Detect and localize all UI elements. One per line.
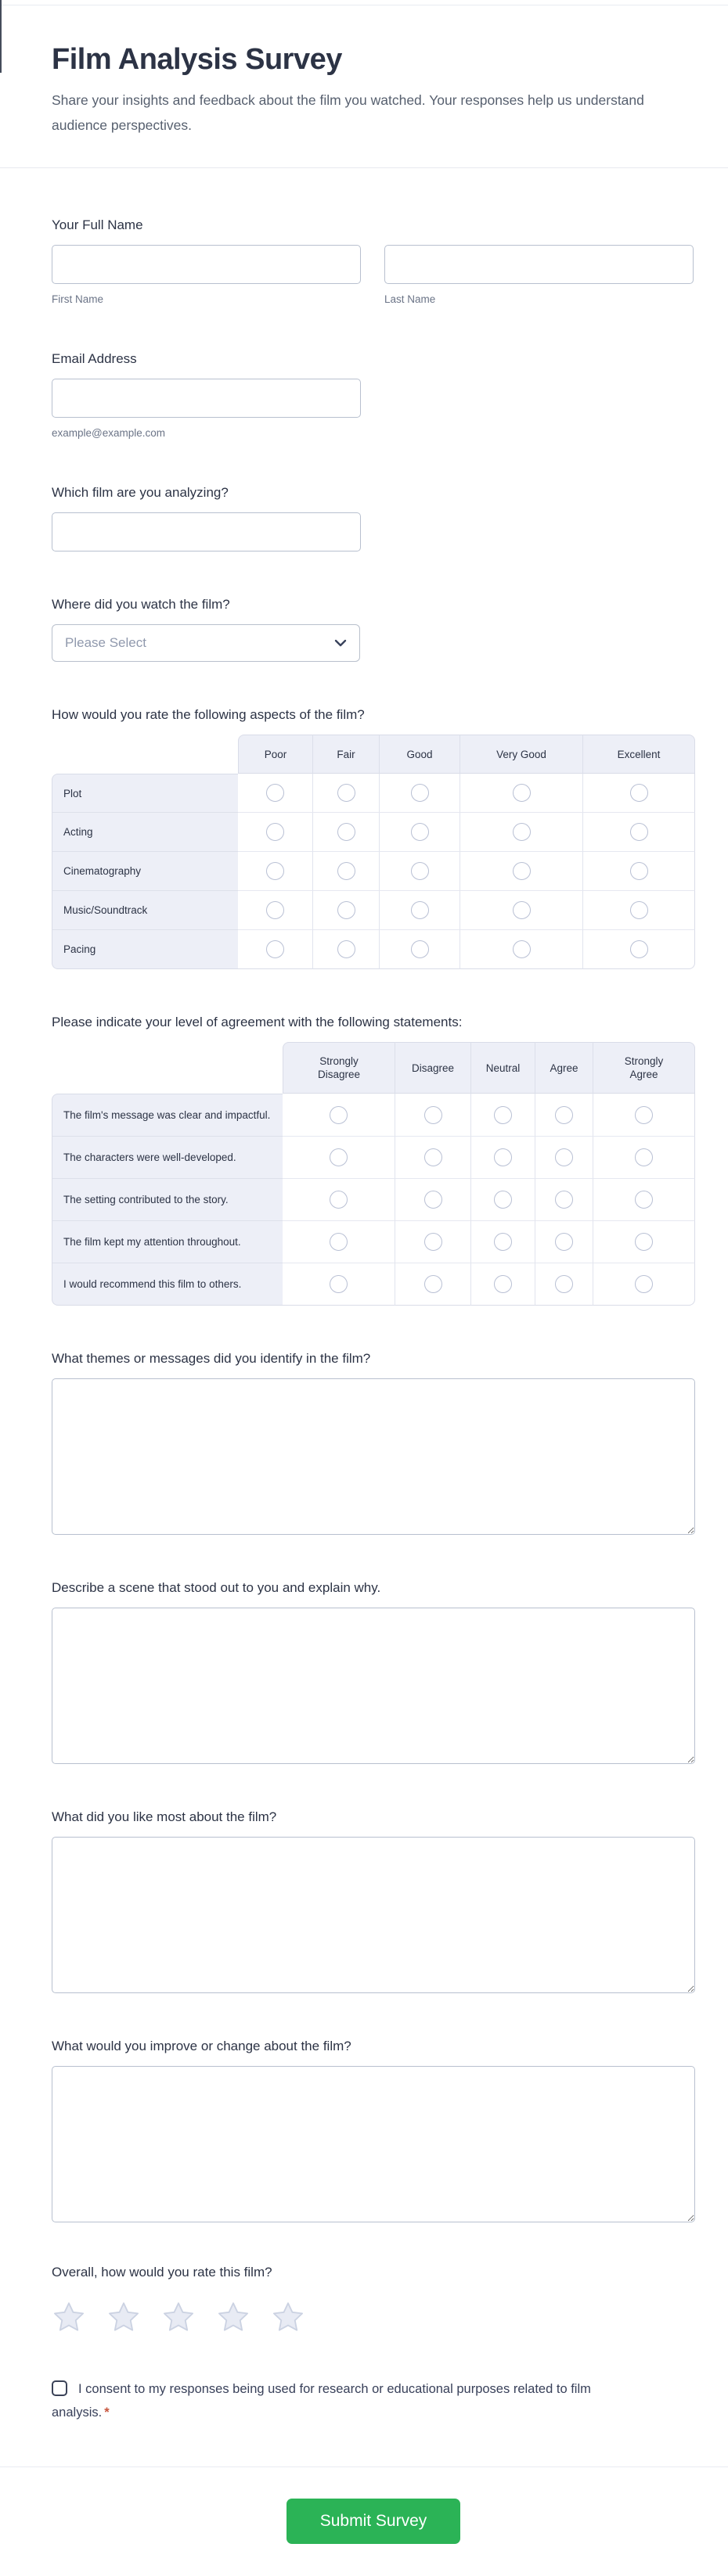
radio-the-film-s-message-was-clear-and-impactful-strongly-disagree[interactable] xyxy=(283,1094,395,1137)
themes-textarea[interactable] xyxy=(52,1378,695,1535)
radio-pacing-poor[interactable] xyxy=(238,930,313,969)
matrix-row-label-plot: Plot xyxy=(52,774,238,813)
radio-the-film-kept-my-attention-throughout-disagree[interactable] xyxy=(395,1221,471,1263)
radio-the-characters-were-well-developed-neutral[interactable] xyxy=(471,1137,535,1179)
question-full-name xyxy=(52,217,695,306)
radio-circle-icon xyxy=(494,1275,512,1293)
radio-cinematography-good[interactable] xyxy=(380,852,460,891)
radio-the-characters-were-well-developed-disagree[interactable] xyxy=(395,1137,471,1179)
radio-circle-icon xyxy=(513,823,531,841)
radio-circle-icon xyxy=(630,784,648,802)
radio-the-film-kept-my-attention-throughout-strongly-disagree[interactable] xyxy=(283,1221,395,1263)
radio-circle-icon xyxy=(494,1106,512,1124)
radio-pacing-very-good[interactable] xyxy=(460,930,583,969)
question-email xyxy=(52,350,695,440)
radio-the-film-kept-my-attention-throughout-agree[interactable] xyxy=(535,1221,593,1263)
matrix-row-label-the-film-s-message-was-clear-and-impactful: The film's message was clear and impactful. xyxy=(52,1094,283,1137)
radio-the-film-s-message-was-clear-and-impactful-agree[interactable] xyxy=(535,1094,593,1137)
film-title-input[interactable] xyxy=(52,512,361,551)
question-overall-rating xyxy=(52,2264,695,2334)
watch-location-label: Where did you watch the film? xyxy=(52,597,230,612)
film-title-label: Which film are you analyzing? xyxy=(52,485,229,500)
radio-the-film-kept-my-attention-throughout-strongly-agree[interactable] xyxy=(593,1221,695,1263)
radio-cinematography-very-good[interactable] xyxy=(460,852,583,891)
matrix-row-label-i-would-recommend-this-film-to-others: I would recommend this film to others. xyxy=(52,1263,283,1306)
radio-plot-very-good[interactable] xyxy=(460,774,583,813)
radio-circle-icon xyxy=(494,1148,512,1166)
consent-checkbox[interactable] xyxy=(52,2380,67,2396)
radio-i-would-recommend-this-film-to-others-strongly-agree[interactable] xyxy=(593,1263,695,1306)
radio-circle-icon xyxy=(635,1148,653,1166)
matrix-row-label-pacing: Pacing xyxy=(52,930,238,969)
radio-acting-good[interactable] xyxy=(380,813,460,852)
radio-pacing-excellent[interactable] xyxy=(583,930,695,969)
radio-i-would-recommend-this-film-to-others-disagree[interactable] xyxy=(395,1263,471,1306)
radio-plot-excellent[interactable] xyxy=(583,774,695,813)
matrix-row-label-the-setting-contributed-to-the-story: The setting contributed to the story. xyxy=(52,1179,283,1221)
radio-i-would-recommend-this-film-to-others-agree[interactable] xyxy=(535,1263,593,1306)
matrix-row-label-music-soundtrack: Music/Soundtrack xyxy=(52,891,238,930)
improve-label: What would you improve or change about the film? xyxy=(52,2039,351,2053)
radio-plot-good[interactable] xyxy=(380,774,460,813)
radio-circle-icon xyxy=(266,940,284,958)
radio-circle-icon xyxy=(494,1191,512,1209)
radio-circle-icon xyxy=(630,901,648,919)
agreement-matrix-label: Please indicate your level of agreement with the following statements: xyxy=(52,1015,463,1029)
radio-plot-poor[interactable] xyxy=(238,774,313,813)
submit-area xyxy=(52,2499,695,2544)
radio-circle-icon xyxy=(337,901,355,919)
radio-circle-icon xyxy=(555,1191,573,1209)
radio-circle-icon xyxy=(424,1275,442,1293)
radio-circle-icon xyxy=(330,1148,348,1166)
radio-circle-icon xyxy=(555,1106,573,1124)
question-scene xyxy=(52,1579,695,1764)
radio-the-characters-were-well-developed-strongly-disagree[interactable] xyxy=(283,1137,395,1179)
star-icon-4[interactable] xyxy=(216,2300,250,2334)
matrix-column-header-agree: Agree xyxy=(535,1042,593,1094)
question-film-title xyxy=(52,484,695,551)
star-icon-3[interactable] xyxy=(161,2300,196,2334)
form-description: Share your insights and feedback about the film you watched. Your responses help us understand audience perspectives. xyxy=(52,92,644,133)
radio-cinematography-fair[interactable] xyxy=(313,852,380,891)
radio-circle-icon xyxy=(266,784,284,802)
radio-acting-excellent[interactable] xyxy=(583,813,695,852)
radio-i-would-recommend-this-film-to-others-neutral[interactable] xyxy=(471,1263,535,1306)
radio-music-soundtrack-very-good[interactable] xyxy=(460,891,583,930)
improve-textarea[interactable] xyxy=(52,2066,695,2222)
watch-location-select[interactable] xyxy=(52,624,360,662)
radio-circle-icon xyxy=(630,940,648,958)
radio-the-film-kept-my-attention-throughout-neutral[interactable] xyxy=(471,1221,535,1263)
radio-circle-icon xyxy=(337,784,355,802)
radio-pacing-good[interactable] xyxy=(380,930,460,969)
matrix-corner-cell xyxy=(52,735,238,774)
radio-the-setting-contributed-to-the-story-strongly-agree[interactable] xyxy=(593,1179,695,1221)
themes-label: What themes or messages did you identify in the film? xyxy=(52,1351,371,1366)
matrix-column-header-strongly-disagree: Strongly Disagree xyxy=(283,1042,395,1094)
radio-circle-icon xyxy=(635,1106,653,1124)
radio-circle-icon xyxy=(266,901,284,919)
radio-acting-very-good[interactable] xyxy=(460,813,583,852)
question-agreement-matrix xyxy=(52,1014,695,1306)
radio-the-setting-contributed-to-the-story-agree[interactable] xyxy=(535,1179,593,1221)
radio-circle-icon xyxy=(330,1275,348,1293)
matrix-column-header-excellent: Excellent xyxy=(583,735,695,774)
star-rating xyxy=(52,2300,695,2334)
radio-the-setting-contributed-to-the-story-neutral[interactable] xyxy=(471,1179,535,1221)
submit-button[interactable]: Submit Survey xyxy=(287,2499,460,2544)
matrix-column-header-disagree: Disagree xyxy=(395,1042,471,1094)
radio-circle-icon xyxy=(513,862,531,880)
radio-circle-icon xyxy=(330,1106,348,1124)
radio-circle-icon xyxy=(555,1275,573,1293)
radio-acting-fair[interactable] xyxy=(313,813,380,852)
radio-cinematography-excellent[interactable] xyxy=(583,852,695,891)
star-icon-1[interactable] xyxy=(52,2300,86,2334)
radio-circle-icon xyxy=(266,862,284,880)
consent-label: I consent to my responses being used for research or educational purposes related to film analysis. xyxy=(52,2382,591,2420)
radio-music-soundtrack-excellent[interactable] xyxy=(583,891,695,930)
question-improve xyxy=(52,2038,695,2222)
radio-circle-icon xyxy=(330,1233,348,1251)
matrix-row-label-cinematography: Cinematography xyxy=(52,852,238,891)
liked-label: What did you like most about the film? xyxy=(52,1809,277,1824)
required-asterisk: * xyxy=(104,2405,110,2420)
aspects-matrix-label: How would you rate the following aspects of the film? xyxy=(52,707,365,722)
question-themes xyxy=(52,1350,695,1535)
overall-rating-label: Overall, how would you rate this film? xyxy=(52,2265,272,2280)
matrix-row-label-acting: Acting xyxy=(52,813,238,852)
first-name-input[interactable] xyxy=(52,245,361,284)
aspects-matrix-table xyxy=(52,735,695,969)
email-label: Email Address xyxy=(52,351,137,366)
radio-circle-icon xyxy=(424,1106,442,1124)
select-placeholder: Please Select xyxy=(65,635,146,650)
radio-circle-icon xyxy=(266,823,284,841)
radio-pacing-fair[interactable] xyxy=(313,930,380,969)
radio-music-soundtrack-poor[interactable] xyxy=(238,891,313,930)
liked-textarea[interactable] xyxy=(52,1837,695,1993)
radio-the-film-s-message-was-clear-and-impactful-strongly-agree[interactable] xyxy=(593,1094,695,1137)
radio-circle-icon xyxy=(635,1233,653,1251)
scene-textarea[interactable] xyxy=(52,1608,695,1764)
chevron-down-icon xyxy=(334,639,347,647)
radio-circle-icon xyxy=(555,1148,573,1166)
email-input[interactable] xyxy=(52,379,361,418)
page-title: Film Analysis Survey xyxy=(52,43,342,76)
question-aspects-matrix xyxy=(52,706,695,969)
matrix-corner-cell xyxy=(52,1042,283,1094)
radio-circle-icon xyxy=(337,823,355,841)
radio-circle-icon xyxy=(494,1233,512,1251)
radio-plot-fair[interactable] xyxy=(313,774,380,813)
scene-label: Describe a scene that stood out to you and explain why. xyxy=(52,1580,381,1595)
matrix-column-header-fair: Fair xyxy=(313,735,380,774)
radio-the-characters-were-well-developed-strongly-agree[interactable] xyxy=(593,1137,695,1179)
full-name-label: Your Full Name xyxy=(52,217,143,232)
radio-circle-icon xyxy=(513,940,531,958)
radio-the-characters-were-well-developed-agree[interactable] xyxy=(535,1137,593,1179)
radio-circle-icon xyxy=(635,1191,653,1209)
radio-circle-icon xyxy=(337,862,355,880)
window-edge-left xyxy=(0,0,2,73)
star-icon-5[interactable] xyxy=(271,2300,305,2334)
footer-divider xyxy=(0,2466,728,2467)
matrix-column-header-strongly-agree: Strongly Agree xyxy=(593,1042,695,1094)
radio-music-soundtrack-fair[interactable] xyxy=(313,891,380,930)
radio-acting-poor[interactable] xyxy=(238,813,313,852)
agreement-matrix-table xyxy=(52,1042,695,1306)
consent-row[interactable] xyxy=(52,2377,592,2424)
email-sublabel: example@example.com xyxy=(52,427,166,439)
radio-circle-icon xyxy=(411,901,429,919)
radio-circle-icon xyxy=(424,1148,442,1166)
radio-circle-icon xyxy=(630,823,648,841)
matrix-row-label-the-film-kept-my-attention-throughout: The film kept my attention throughout. xyxy=(52,1221,283,1263)
radio-the-film-s-message-was-clear-and-impactful-disagree[interactable] xyxy=(395,1094,471,1137)
radio-circle-icon xyxy=(630,862,648,880)
radio-circle-icon xyxy=(424,1233,442,1251)
radio-the-film-s-message-was-clear-and-impactful-neutral[interactable] xyxy=(471,1094,535,1137)
last-name-sublabel: Last Name xyxy=(384,293,436,305)
radio-circle-icon xyxy=(337,940,355,958)
radio-the-setting-contributed-to-the-story-disagree[interactable] xyxy=(395,1179,471,1221)
header-divider xyxy=(0,167,728,168)
radio-i-would-recommend-this-film-to-others-strongly-disagree[interactable] xyxy=(283,1263,395,1306)
matrix-column-header-neutral: Neutral xyxy=(471,1042,535,1094)
radio-circle-icon xyxy=(635,1275,653,1293)
matrix-column-header-poor: Poor xyxy=(238,735,313,774)
radio-circle-icon xyxy=(411,784,429,802)
matrix-column-header-very-good: Very Good xyxy=(460,735,583,774)
radio-circle-icon xyxy=(513,784,531,802)
radio-cinematography-poor[interactable] xyxy=(238,852,313,891)
radio-circle-icon xyxy=(411,940,429,958)
matrix-column-header-good: Good xyxy=(380,735,460,774)
question-watch-location xyxy=(52,596,695,662)
matrix-row-label-the-characters-were-well-developed: The characters were well-developed. xyxy=(52,1137,283,1179)
radio-circle-icon xyxy=(330,1191,348,1209)
radio-circle-icon xyxy=(513,901,531,919)
radio-music-soundtrack-good[interactable] xyxy=(380,891,460,930)
radio-circle-icon xyxy=(424,1191,442,1209)
radio-circle-icon xyxy=(411,862,429,880)
last-name-input[interactable] xyxy=(384,245,694,284)
question-liked xyxy=(52,1809,695,1993)
radio-circle-icon xyxy=(411,823,429,841)
star-icon-2[interactable] xyxy=(106,2300,141,2334)
radio-circle-icon xyxy=(555,1233,573,1251)
first-name-sublabel: First Name xyxy=(52,293,104,305)
radio-the-setting-contributed-to-the-story-strongly-disagree[interactable] xyxy=(283,1179,395,1221)
